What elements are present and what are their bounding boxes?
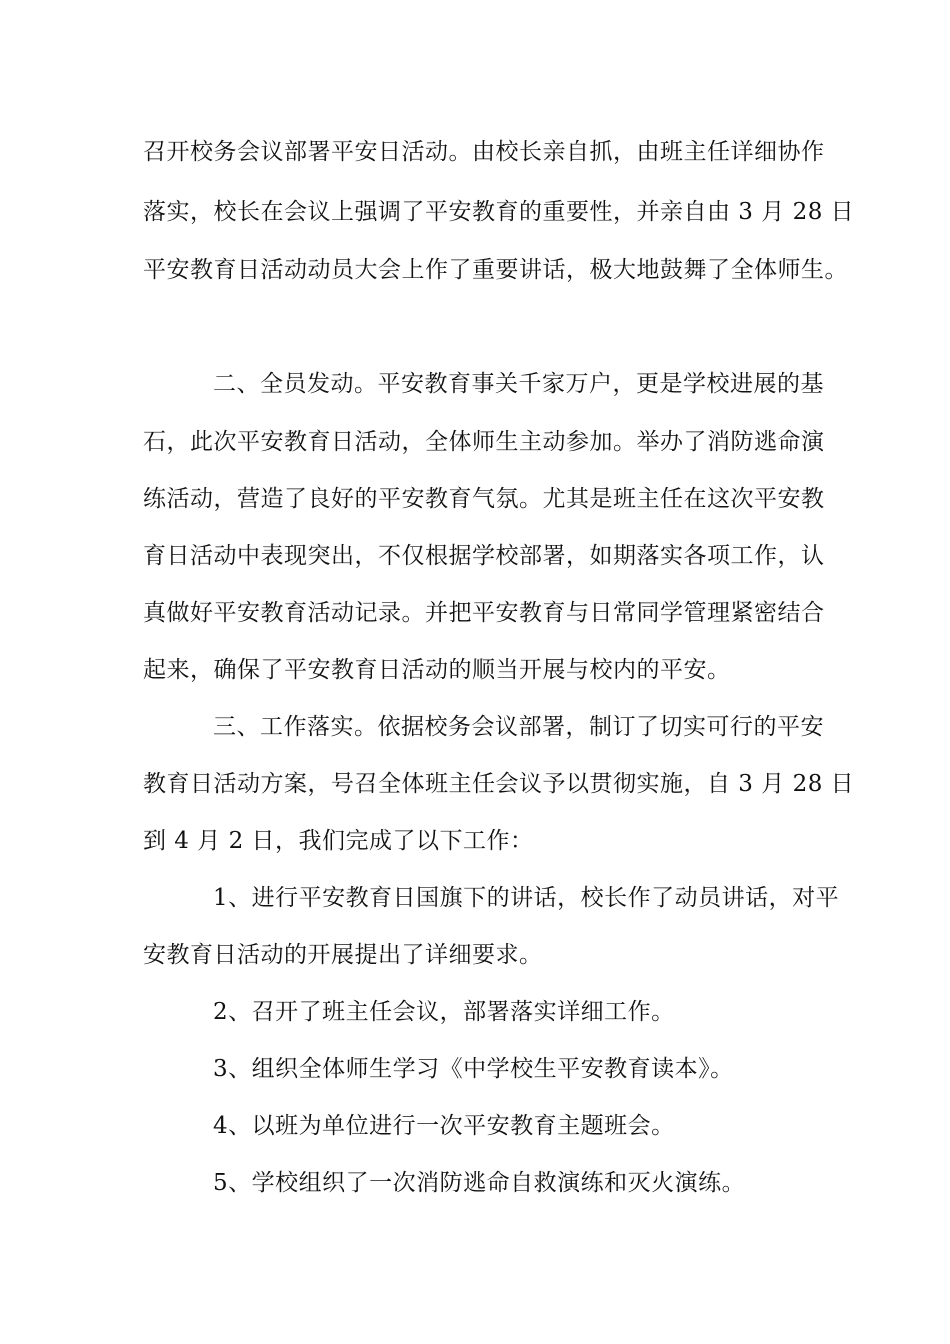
- paragraph-3-line-1: 三、工作落实。依据校务会议部署，制订了切实可行的平安: [213, 714, 824, 740]
- paragraph-1-line-2: 落实，校长在会议上强调了平安教育的重要性，并亲自由 3 月 28 日: [143, 199, 855, 225]
- paragraph-3-line-3: 到 4 月 2 日，我们完成了以下工作：: [143, 828, 534, 854]
- list-item-1-line-1: 1、进行平安教育日国旗下的讲话，校长作了动员讲话，对平: [213, 885, 840, 911]
- paragraph-3-line-2: 教育日活动方案，号召全体班主任会议予以贯彻实施，自 3 月 28 日: [143, 771, 855, 797]
- paragraph-1-line-1: 召开校务会议部署平安日活动。由校长亲自抓，由班主任详细协作: [143, 139, 825, 165]
- paragraph-2-line-6: 起来，确保了平安教育日活动的顺当开展与校内的平安。: [143, 657, 731, 683]
- paragraph-2-line-3: 练活动，营造了良好的平安教育气氛。尤其是班主任在这次平安教: [143, 486, 825, 512]
- paragraph-1-line-3: 平安教育日活动动员大会上作了重要讲话，极大地鼓舞了全体师生。: [143, 257, 848, 283]
- paragraph-2-line-1: 二、全员发动。平安教育事关千家万户，更是学校进展的基: [213, 371, 824, 397]
- list-item-4: 4、以班为单位进行一次平安教育主题班会。: [213, 1113, 675, 1139]
- list-item-2: 2、召开了班主任会议，部署落实详细工作。: [213, 999, 675, 1025]
- list-item-3: 3、组织全体师生学习《中学校生平安教育读本》。: [213, 1056, 734, 1082]
- paragraph-2-line-5: 真做好平安教育活动记录。并把平安教育与日常同学管理紧密结合: [143, 600, 825, 626]
- paragraph-2-line-2: 石，此次平安教育日活动，全体师生主动参加。举办了消防逃命演: [143, 429, 825, 455]
- list-item-1-line-2: 安教育日活动的开展提出了详细要求。: [143, 942, 543, 968]
- paragraph-2-line-4: 育日活动中表现突出，不仅根据学校部署，如期落实各项工作，认: [143, 543, 825, 569]
- list-item-5: 5、学校组织了一次消防逃命自救演练和灭火演练。: [213, 1170, 746, 1196]
